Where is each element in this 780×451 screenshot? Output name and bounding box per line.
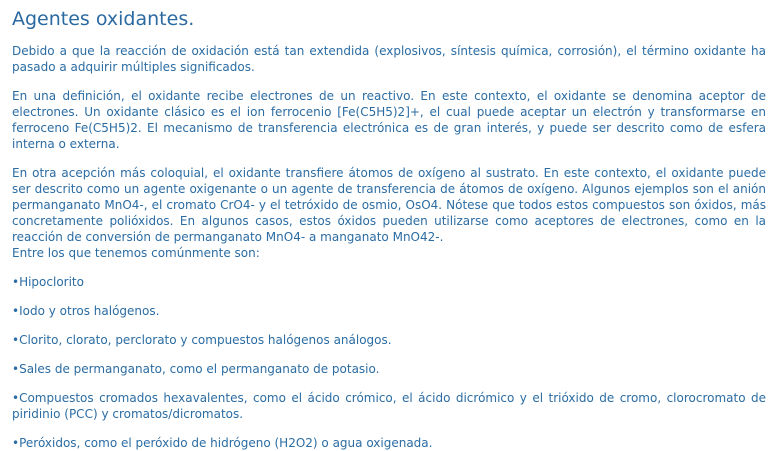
list-item-text: Clorito, clorato, perclorato y compuestos halógenos análogos. (19, 333, 392, 347)
paragraph-intro: Debido a que la reacción de oxidación está tan extendida (explosivos, síntesis química, corrosión), el término oxidante ha pasado a adquirir múltiples significados. (12, 44, 766, 74)
list-item-text: Compuestos cromados hexavalentes, como el ácido crómico, el ácido dicrómico y el trióxido de cromo, clorocromato de piridinio (PCC) y cromatos/dicromatos. (12, 391, 766, 421)
list-item (12, 435, 766, 451)
page-title: Agentes oxidantes. (12, 8, 195, 30)
bullet-icon: • (12, 333, 20, 347)
list-item (12, 390, 766, 422)
bullet-icon: • (12, 275, 20, 289)
document-page (12, 0, 766, 451)
list-item-text: Iodo y otros halógenos. (19, 304, 160, 318)
bullet-icon: • (12, 304, 20, 318)
bullet-icon: • (12, 436, 20, 450)
list-item (12, 332, 766, 348)
list-item-text: Sales de permanganato, como el permanganato de potasio. (19, 362, 380, 376)
list-intro: Entre los que tenemos comúnmente son: (12, 246, 260, 260)
oxidants-list (12, 274, 766, 451)
list-item-text: Peróxidos, como el peróxido de hidrógeno (H2O2) o agua oxigenada. (19, 436, 433, 450)
list-item (12, 274, 766, 290)
bullet-icon: • (12, 362, 20, 376)
bullet-icon: • (12, 391, 20, 405)
list-item (12, 303, 766, 319)
paragraph-oxygen-transfer: En otra acepción más coloquial, el oxidante transfiere átomos de oxígeno al sustrato. En este contexto, el oxidante puede ser descrito como un agente oxigenante o un agente de transferencia de átomos de oxígeno. Algunos ejemplos son el anión permanganato MnO4-, el cromato CrO4- y el tetróxido de osmio, OsO4. Nótese que todos estos compuestos son óxidos, más concretamente polióxidos. En algunos casos, estos óxidos pueden utilizarse como aceptores de electrones, como en la reacción de conversión de permanganato MnO4- a manganato MnO42-. (12, 166, 766, 244)
list-item-text: Hipoclorito (19, 275, 84, 289)
list-item (12, 361, 766, 377)
paragraph-electron-acceptor: En una definición, el oxidante recibe electrones de un reactivo. En este contexto, el oxidante se denomina aceptor de electrones. Un oxidante clásico es el ion ferrocenio [Fe(C5H5)2]+, el cual puede aceptar un electrón y transformarse en ferroceno Fe(C5H5)2. El mecanismo de transferencia electrónica es de gran interés, y puede ser descrito como de esfera interna o externa. (12, 89, 766, 151)
